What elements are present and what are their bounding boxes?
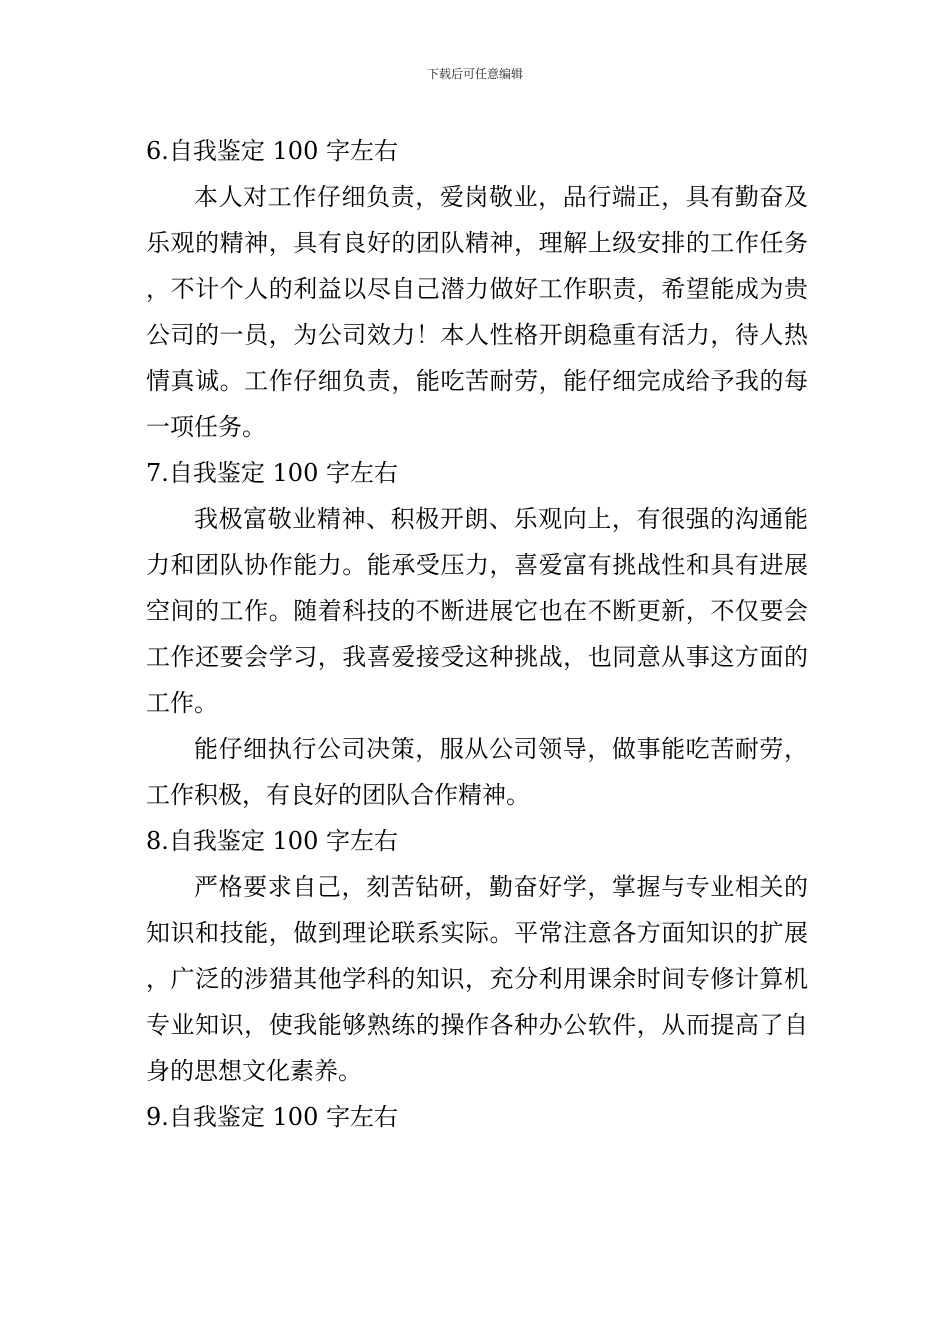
- section-heading-7: 7.自我鉴定 100 字左右: [146, 459, 398, 487]
- page-header-note: 下载后可任意编辑: [426, 67, 523, 81]
- section-6-paragraph-1: 本人对工作仔细负责，爱岗敬业，品行端正，具有勤奋及乐观的精神，具有良好的团队精神，理解上级安排的工作任务，不计个人的利益以尽自己潜力做好工作职责，希望能成为贵公司的一员，为公司效力！本人性格开朗稳重有活力，待人热情真诚。工作仔细负责，能吃苦耐劳，能仔细完成给予我的每一项任务。: [146, 183, 808, 441]
- section-heading-8: 8.自我鉴定 100 字左右: [146, 827, 398, 855]
- section-7-paragraph-1: 我极富敬业精神、积极开朗、乐观向上，有很强的沟通能力和团队协作能力。能承受压力，喜爱富有挑战性和具有进展空间的工作。随着科技的不断进展它也在不断更新，不仅要会工作还要会学习，我喜爱接受这种挑战，也同意从事这方面的工作。: [146, 505, 808, 717]
- section-heading-9: 9.自我鉴定 100 字左右: [146, 1103, 398, 1131]
- section-heading-6: 6.自我鉴定 100 字左右: [146, 137, 398, 165]
- section-7-paragraph-2: 能仔细执行公司决策，服从公司领导，做事能吃苦耐劳，工作积极，有良好的团队合作精神。: [146, 735, 808, 809]
- section-8-paragraph-1: 严格要求自己，刻苦钻研，勤奋好学，掌握与专业相关的知识和技能，做到理论联系实际。平常注意各方面知识的扩展，广泛的涉猎其他学科的知识，充分利用课余时间专修计算机专业知识，使我能够熟练的操作各种办公软件，从而提高了自身的思想文化素养。: [146, 873, 808, 1085]
- document-body: [146, 128, 808, 1140]
